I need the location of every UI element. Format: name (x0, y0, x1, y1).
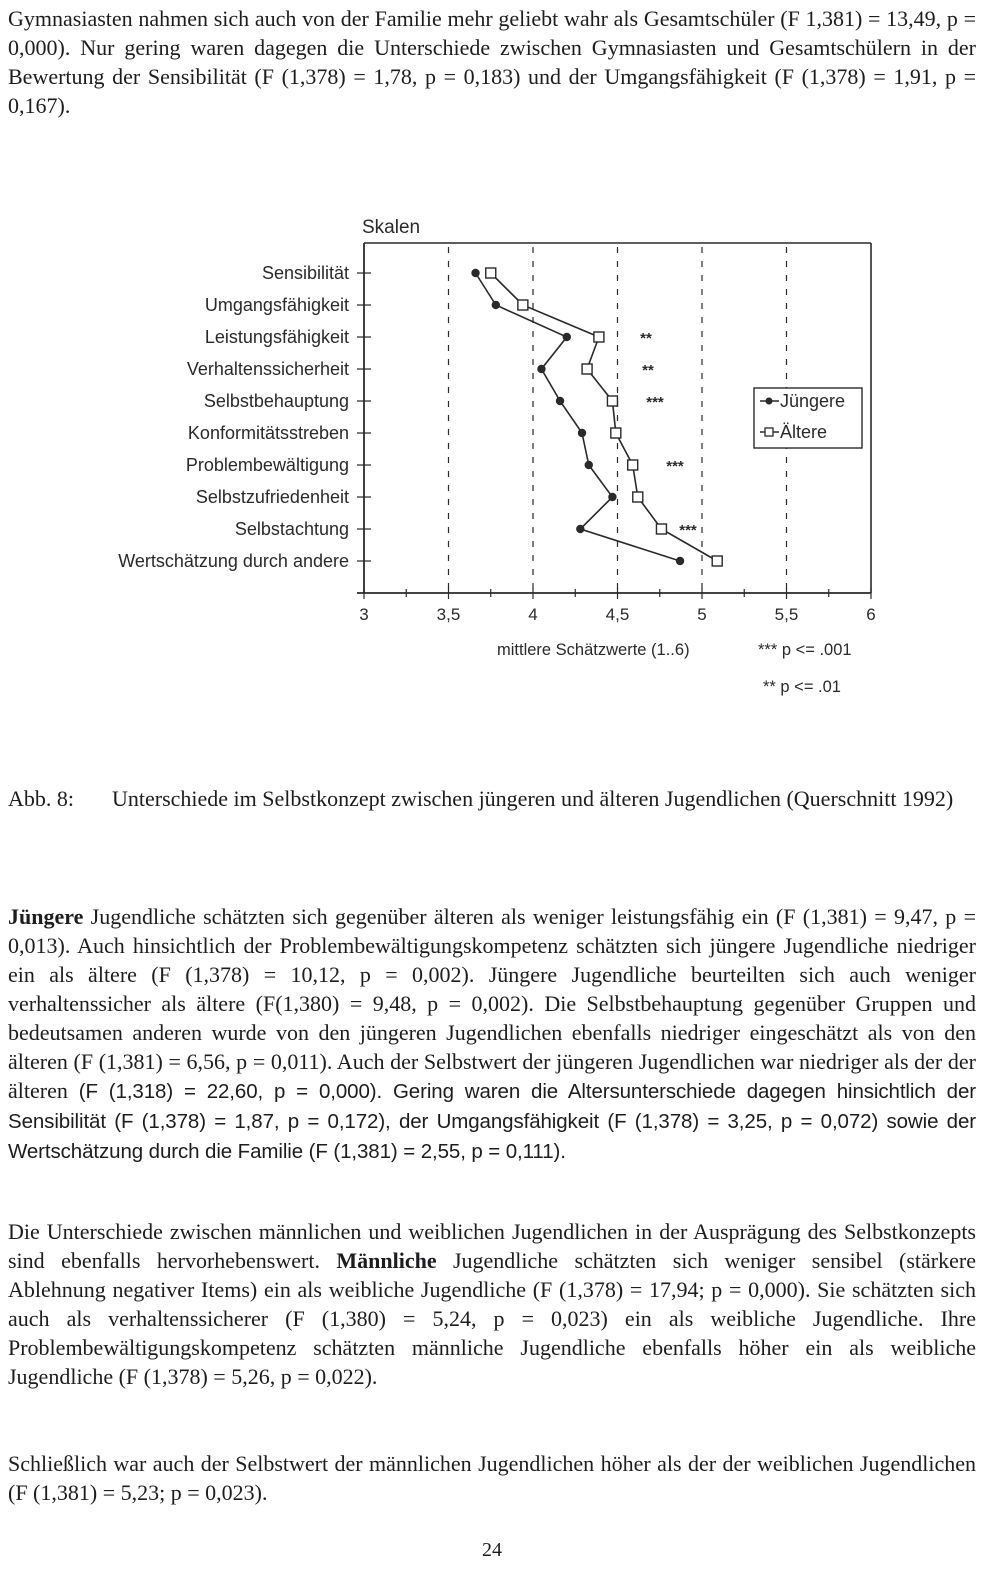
x-tick-label: 5,5 (774, 605, 799, 624)
y-category-label: Problembewältigung (185, 455, 349, 475)
data-point-juengere (556, 397, 564, 405)
significance-marker: *** (679, 522, 697, 539)
significance-marker: ** (640, 330, 652, 347)
data-point-aeltere (486, 268, 496, 278)
y-category-label: Sensibilität (261, 263, 349, 283)
paragraph-text-rest: Jugendliche schätzten sich weniger sensibel (stärkere Ablehnung negativer Items) ein als weibliche Jugendliche (F (1,378) = 17,94; p = 0,000). Sie schätzten sich auch als verhaltenssicherer (F (1,380) = 5,24, p = 0,023) ein als weibliche Jugendliche. Ihre Problembewältigungskompetenz schätzten männliche Jugendliche ebenfalls höher ein als weibliche Jugendliche (F (1,378) = 5,26, p = 0,022). (8, 1248, 976, 1389)
bold-maennliche: Männliche (336, 1248, 437, 1273)
data-point-juengere (608, 493, 616, 501)
data-point-juengere (676, 557, 684, 565)
annotation-p001: *** p <= .001 (758, 641, 852, 659)
data-point-aeltere (712, 556, 722, 566)
y-category-label: Wertschätzung durch andere (118, 551, 349, 571)
data-point-juengere (585, 461, 593, 469)
x-tick-label: 3 (359, 605, 369, 624)
data-point-aeltere (518, 300, 528, 310)
paragraph-school-type-comparison (8, 4, 976, 120)
data-point-aeltere (607, 396, 617, 406)
legend-label-aeltere: Ältere (780, 422, 828, 442)
paragraph-text-sans: (F (1,318) = 22,60, p = 0,000). Gering waren die Altersunterschiede dagegen hinsichtlich der Sensibilität (F (1,378) = 1,87, p = 0,172), der Umgangsfähigkeit (F (1,378) = 3,25, p = 0,072) sowie der Wertschätzung durch die Familie (F (1,381) = 2,55, p = 0,111). (8, 1080, 976, 1163)
data-point-aeltere (656, 524, 666, 534)
data-point-aeltere (611, 428, 621, 438)
y-category-label: Konformitätsstreben (187, 423, 349, 443)
data-point-aeltere (633, 492, 643, 502)
x-tick-label: 4 (528, 605, 538, 624)
x-tick-label: 3,5 (436, 605, 461, 624)
data-point-juengere (576, 525, 584, 533)
data-point-aeltere (582, 364, 592, 374)
data-point-juengere (492, 301, 500, 309)
figure-selbstkonzept-chart (0, 200, 1000, 720)
data-point-juengere (471, 269, 479, 277)
paragraph-text-serif: Jugendliche schätzten sich gegenüber älteren als weniger leistungsfähig ein (F (1,381) = 9,47, p = 0,013). Auch hinsichtlich der Problembewältigungskompetenz schätzten sich jüngere Jugendliche niedriger ein als ältere (F (1,378) = 10,12, p = 0,002). Jüngere Jugendliche beurteilten sich auch weniger verhaltenssicher als ältere (F(1,380) = 9,48, p = 0,002). Die Selbstbehauptung gegenüber Gruppen und bedeutsamen anderen wurde von den jüngeren Jugendlichen ebenfalls niedriger eingeschätzt als von den älteren (F (1,381) = 6,56, p = 0,011). Auch der Selbstwert der jüngeren Jugendlichen war niedriger als der der älteren (8, 904, 976, 1103)
paragraph-text: Schließlich war auch der Selbstwert der männlichen Jugendlichen höher als der der weiblichen Jugendlichen (F (1,381) = 5,23; p = 0,023). (8, 1451, 976, 1505)
x-tick-label: 6 (866, 605, 876, 624)
legend-marker-juengere (766, 398, 773, 405)
x-axis-label: mittlere Schätzwerte (1..6) (497, 641, 690, 659)
series-line-juengere (476, 273, 680, 561)
data-point-juengere (563, 333, 571, 341)
annotation-p01: ** p <= .01 (763, 678, 841, 696)
significance-marker: *** (666, 458, 684, 475)
significance-marker: ** (642, 362, 654, 379)
paragraph-self-worth (8, 1449, 976, 1507)
y-category-label: Selbstbehauptung (203, 391, 349, 411)
legend-label-juengere: Jüngere (780, 391, 846, 411)
y-category-label: Leistungsfähigkeit (204, 327, 349, 347)
significance-marker: *** (646, 394, 664, 411)
paragraph-gender-differences (8, 1217, 976, 1391)
x-tick-label: 5 (697, 605, 707, 624)
caption-label: Abb. 8: (8, 786, 74, 811)
y-category-label: Umgangsfähigkeit (204, 295, 349, 315)
y-category-label: Selbstzufriedenheit (195, 487, 349, 507)
data-point-juengere (537, 365, 545, 373)
legend-marker-aeltere (765, 428, 773, 436)
bold-lead-juengere: Jüngere (8, 904, 84, 929)
figure-caption (8, 784, 976, 813)
paragraph-text: Gymnasiasten nahmen sich auch von der Familie mehr geliebt wahr als Gesamtschüler (F 1,381) = 13,49, p = 0,000). Nur gering waren dagegen die Unterschiede zwischen Gymnasiasten und Gesamtschülern in der Bewertung der Sensibilität (F (1,378) = 1,78, p = 0,183) und der Umgangsfähigkeit (F (1,378) = 1,91, p = 0,167). (8, 6, 976, 118)
series-line-aeltere (491, 273, 717, 561)
y-category-label: Verhaltenssicherheit (186, 359, 349, 379)
data-point-aeltere (594, 332, 604, 342)
paragraph-age-differences (8, 902, 976, 1166)
caption-text: Unterschiede im Selbstkonzept zwischen jüngeren und älteren Jugendlichen (Querschnitt 1992) (112, 786, 954, 811)
page-number: 24 (482, 1539, 502, 1561)
paragraph-text-lead: Die Unterschiede zwischen männlichen und weiblichen Jugendlichen in der Ausprägung des Selbstkonzepts sind ebenfalls hervorhebenswert. (8, 1219, 976, 1273)
data-point-juengere (578, 429, 586, 437)
chart-title: Skalen (362, 217, 421, 238)
y-category-label: Selbstachtung (234, 519, 349, 539)
data-point-aeltere (628, 460, 638, 470)
line-chart (0, 200, 1000, 720)
x-tick-label: 4,5 (605, 605, 630, 624)
